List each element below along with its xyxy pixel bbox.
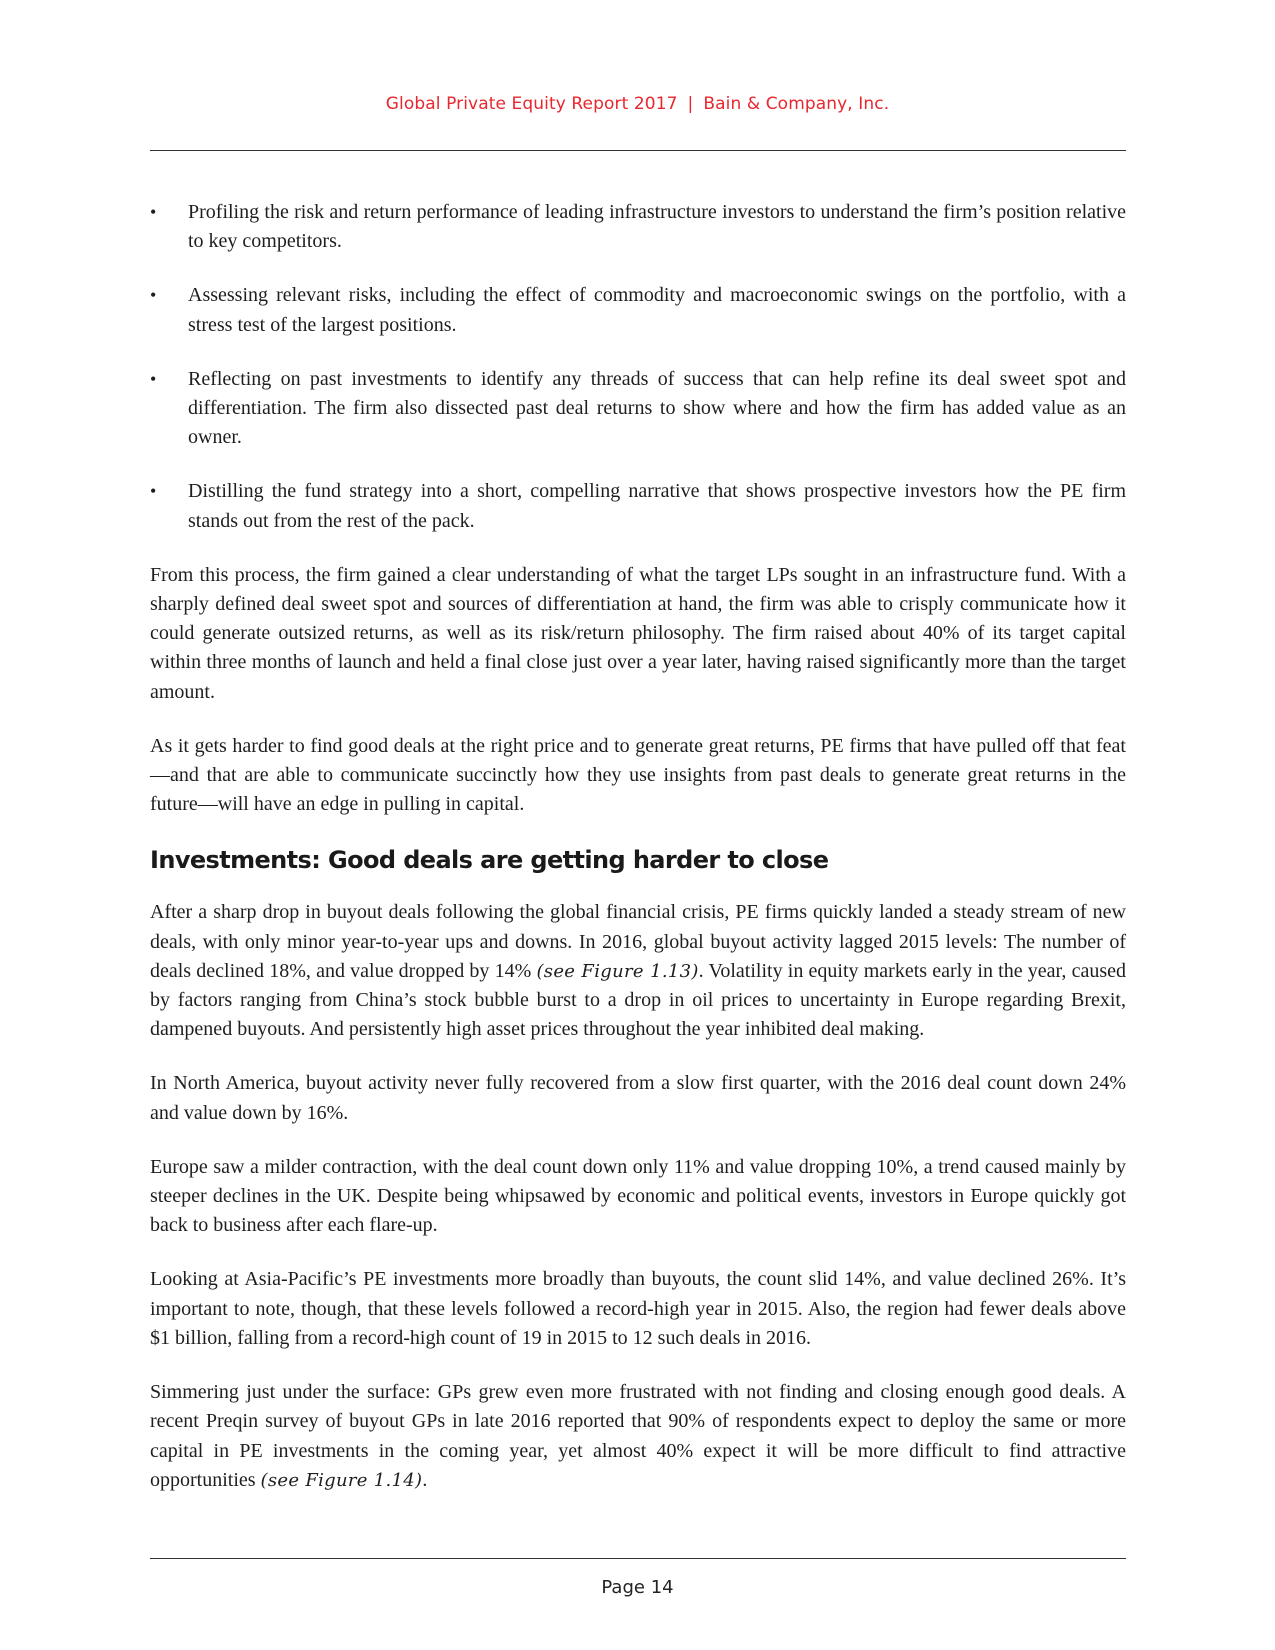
bullet-text: Distilling the fund strategy into a short, compelling narrative that shows prospective investors how the PE firm stands out from the rest of the pack. [188, 480, 1126, 532]
list-item [150, 477, 1126, 535]
paragraph-process-outcome: From this process, the firm gained a clear understanding of what the target LPs sought in an infrastructure fund. With a sharply defined deal sweet spot and sources of differentiation at hand, the firm was able to crisply communicate how it could generate outsized returns, as well as its risk/return philosophy. The firm raised about 40% of its target capital within three months of launch and held a final close just over a year later, having raised significantly more than the target amount. [150, 563, 1126, 703]
bullet-dot: • [150, 368, 157, 389]
running-header [0, 94, 1275, 114]
list-item [150, 198, 1126, 256]
footer-divider [150, 1558, 1126, 1559]
body-content [150, 198, 1126, 1520]
figure-reference-link[interactable]: (see Figure 1.13) [536, 960, 699, 982]
paragraph-europe: Europe saw a milder contraction, with the deal count down only 11% and value dropping 10%, a trend caused mainly by steeper declines in the UK. Despite being whipsawed by economic and political events, investors in Europe quickly got back to business after each flare-up. [150, 1155, 1126, 1237]
list-item [150, 281, 1126, 339]
paragraph-north-america: In North America, buyout activity never fully recovered from a slow first quarter, with the 2016 deal count down 24% and value down by 16%. [150, 1072, 1126, 1124]
paragraph-asia-pacific: Looking at Asia-Pacific’s PE investments more broadly than buyouts, the count slid 14%, and value declined 26%. It’s important to note, though, that these levels followed a record-high year in 2015. Also, the region had fewer deals above $1 billion, falling from a record-high count of 19 in 2015 to 12 such deals in 2016. [150, 1268, 1126, 1349]
bullet-text: Assessing relevant risks, including the effect of commodity and macroeconomic swings on the portfolio, with a stress test of the largest positions. [188, 284, 1126, 336]
section-heading: Investments: Good deals are getting harder to close [150, 846, 829, 875]
bullet-dot: • [150, 285, 157, 306]
bullet-list [150, 198, 1126, 536]
list-item [150, 365, 1126, 453]
figure-reference-link[interactable]: (see Figure 1.14) [260, 1469, 423, 1491]
paragraph-text: After a sharp drop in buyout deals following the global financial crisis, PE firms quickly landed a steady stream of new deals, with only minor year-to-year ups and downs. In 2016, global buyout activity lagged 2015 levels: The number of deals declined 18%, and value dropped by 14% [150, 901, 1126, 982]
paragraph-gp-frustration [150, 1378, 1126, 1495]
header-separator: | [687, 94, 694, 114]
bullet-dot: • [150, 481, 157, 502]
header-divider [150, 150, 1126, 151]
paragraph-edge-in-capital: As it gets harder to find good deals at the right price and to generate great returns, PE firms that have pulled off that feat—and that are able to communicate succinctly how they use insights from past deals to generate great returns in the future—will have an edge in pulling in capital. [150, 734, 1126, 816]
company-name: Bain & Company, Inc. [703, 94, 890, 114]
bullet-dot: • [150, 202, 157, 222]
page-number: Page 14 [601, 1577, 674, 1598]
paragraph-global-buyouts [150, 898, 1126, 1044]
paragraph-text: . [422, 1468, 428, 1491]
paragraph-text: Simmering just under the surface: GPs grew even more frustrated with not finding and closing enough good deals. A recent Preqin survey of buyout GPs in late 2016 reported that 90% of respondents expect to deploy the same or more capital in PE investments in the coming year, yet almost 40% expect it will be more difficult to find attractive opportunities [150, 1381, 1126, 1491]
bullet-text: Profiling the risk and return performance of leading infrastructure investors to understand the firm’s position relative to key competitors. [188, 201, 1126, 253]
report-title: Global Private Equity Report 2017 [385, 94, 678, 114]
bullet-text: Reflecting on past investments to identify any threads of success that can help refine its deal sweet spot and differentiation. The firm also dissected past deal returns to show where and how the firm has added value as an owner. [188, 367, 1126, 449]
paragraph-text: . Volatility in equity markets early in the year, caused by factors ranging from China’s stock bubble burst to a drop in oil prices to uncertainty in Europe regarding Brexit, dampened buyouts. And persistently high asset prices throughout the year inhibited deal making. [150, 959, 1126, 1041]
